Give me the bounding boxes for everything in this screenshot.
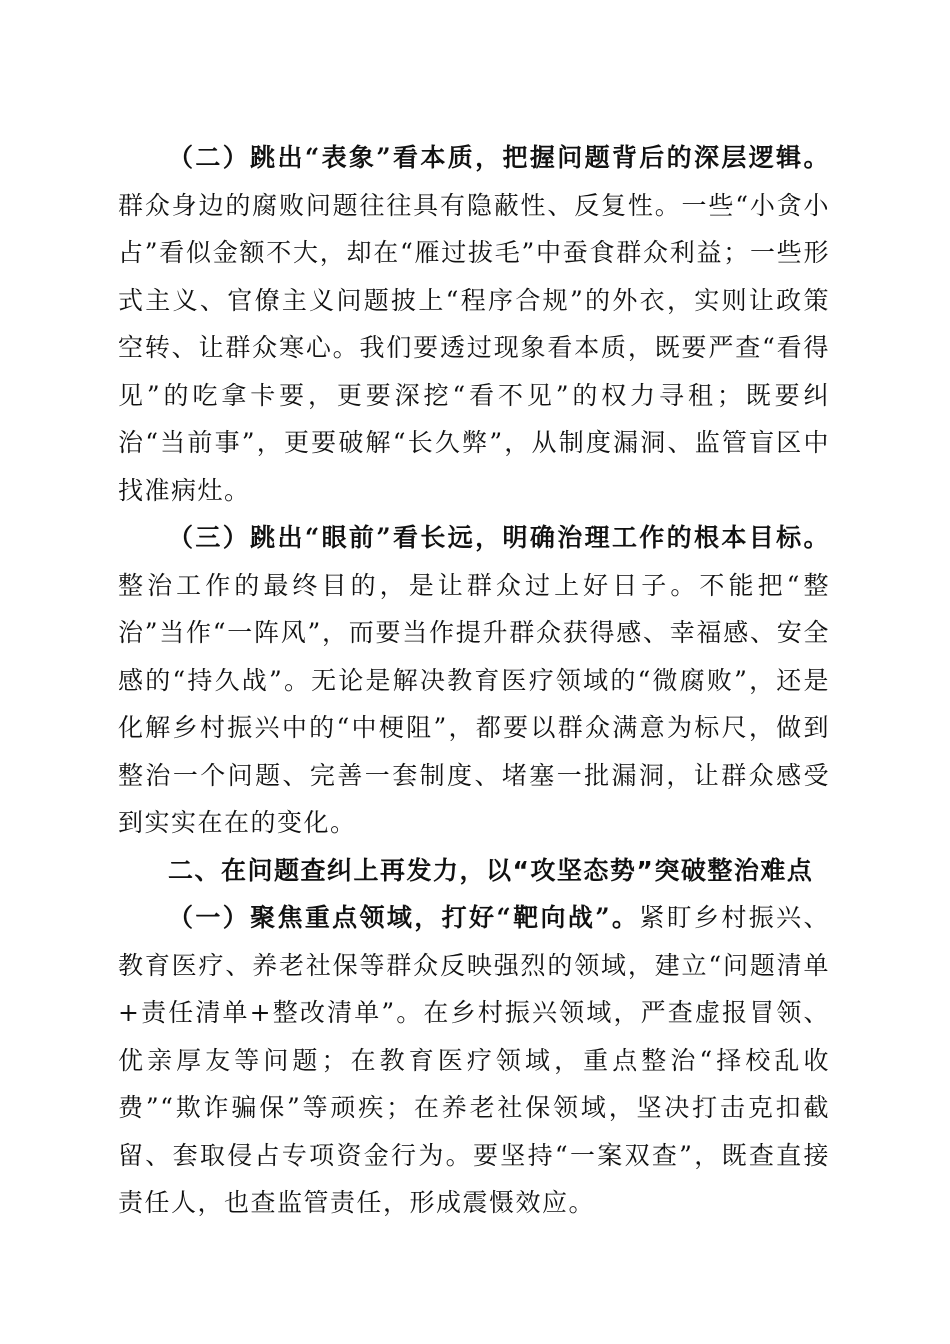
paragraph-2-2: [118, 134, 830, 514]
paragraph-lead: （一）聚焦重点领域，打好“靶向战”。: [168, 903, 640, 932]
paragraph-text: 紧盯乡村振兴、教育医疗、养老社保等群众反映强烈的领域，建立“问题清单+责任清单+整改清单”。在乡村振兴领域，严查虚报冒领、优亲厚友等问题；在教育医疗领域，重点整治“择校乱收费”“欺诈骗保”等顽疾；在养老社保领域，坚决打击克扣截留、套取侵占专项资金行为。要坚持“一案双查”，既查直接责任人，也查监管责任，形成震慑效应。: [118, 903, 830, 1217]
paragraph-lead: （二）跳出“表象”看本质，把握问题背后的深层逻辑。: [168, 143, 830, 172]
paragraph-2-3: [118, 514, 830, 847]
paragraph-text: 整治工作的最终目的，是让群众过上好日子。不能把“整治”当作“一阵风”，而要当作提升群众获得感、幸福感、安全感的“持久战”。无论是解决教育医疗领域的“微腐败”，还是化解乡村振兴中的“中梗阻”，都要以群众满意为标尺，做到整治一个问题、完善一套制度、堵塞一批漏洞，让群众感受到实实在在的变化。: [118, 570, 830, 837]
paragraph-text: 群众身边的腐败问题往往具有隐蔽性、反复性。一些“小贪小占”看似金额不大，却在“雁过拔毛”中蚕食群众利益；一些形式主义、官僚主义问题披上“程序合规”的外衣，实则让政策空转、让群众寒心。我们要透过现象看本质，既要严查“看得见”的吃拿卡要，更要深挖“看不见”的权力寻租；既要纠治“当前事”，更要破解“长久弊”，从制度漏洞、监管盲区中找准病灶。: [118, 190, 830, 505]
paragraph-3-1: [118, 894, 830, 1227]
section-heading: 二、在问题查纠上再发力，以“攻坚态势”突破整治难点: [168, 855, 814, 885]
document-body: [118, 134, 830, 1227]
paragraph-lead: （三）跳出“眼前”看长远，明确治理工作的根本目标。: [168, 523, 830, 552]
